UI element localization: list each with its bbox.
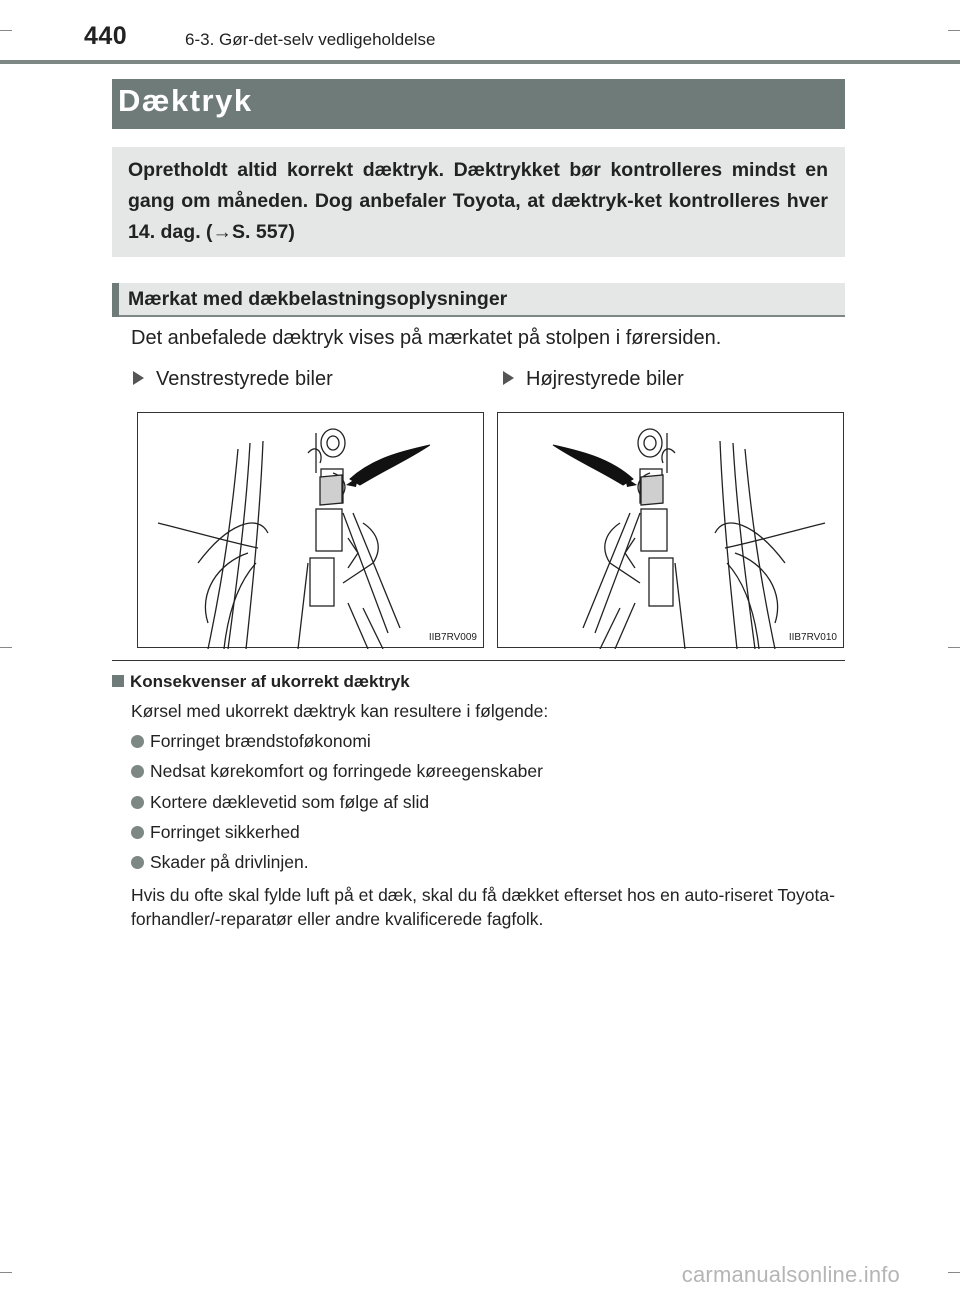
list-item <box>131 731 371 752</box>
right-drive-label <box>503 368 684 391</box>
list-item-text: Skader på drivlinjen. <box>150 852 309 872</box>
header-rule <box>0 60 960 64</box>
list-item-text: Forringet sikkerhed <box>150 822 300 842</box>
list-item-text: Forringet brændstoføkonomi <box>150 731 371 751</box>
intro-box <box>112 147 845 257</box>
crop-mark <box>948 1272 960 1273</box>
square-bullet-icon <box>112 675 124 687</box>
crop-mark <box>948 647 960 648</box>
pillar-label-drawing-icon <box>138 413 485 649</box>
figure-code: IIB7RV009 <box>428 632 477 643</box>
watermark: carmanualsonline.info <box>681 1262 900 1287</box>
intro-text: Opretholdt altid korrekt dæktryk. Dæktrykket bør kontrolleres mindst en gang om måneden. Dog anbefaler Toyota, at dæktryk-ket kontrolleres hver 14. dag. (→S. 557) <box>128 159 828 243</box>
list-item <box>131 761 543 782</box>
crop-mark <box>0 30 12 31</box>
left-drive-label-text: Venstrestyrede biler <box>156 368 333 390</box>
consequences-lead: Kørsel med ukorrekt dæktryk kan resultere i følgende: <box>131 701 549 721</box>
figure-code: IIB7RV010 <box>788 632 837 643</box>
section-title: Dæktryk <box>118 83 253 118</box>
list-item-text: Nedsat kørekomfort og forringede køreegenskaber <box>150 761 543 781</box>
left-drive-illustration <box>137 412 484 648</box>
crop-mark <box>0 647 12 648</box>
circle-bullet-icon <box>131 856 144 869</box>
list-item <box>131 852 309 873</box>
pillar-label-drawing-icon <box>498 413 845 649</box>
circle-bullet-icon <box>131 735 144 748</box>
list-item <box>131 792 429 813</box>
subsection-heading: Mærkat med dækbelastningsoplysninger <box>128 288 508 310</box>
triangle-bullet-icon <box>133 371 144 385</box>
consequences-heading-text: Konsekvenser af ukorrekt dæktryk <box>130 672 410 691</box>
closing-paragraph: Hvis du ofte skal fylde luft på et dæk, skal du få dækket efterset hos en auto-riseret Toyota-forhandler/-reparatør eller andre kvalificerede fagfolk. <box>131 885 835 929</box>
separator-rule <box>112 660 845 661</box>
label-description: Det anbefalede dæktryk vises på mærkatet på stolpen i førersiden. <box>131 327 722 349</box>
chapter-title: 6-3. Gør-det-selv vedligeholdelse <box>185 30 436 49</box>
crop-mark <box>0 1272 12 1273</box>
consequences-heading <box>112 672 410 692</box>
circle-bullet-icon <box>131 765 144 778</box>
crop-mark <box>948 30 960 31</box>
heading-accent <box>112 283 119 317</box>
list-item <box>131 822 300 843</box>
right-drive-illustration <box>497 412 844 648</box>
section-title-bar <box>112 79 845 129</box>
right-drive-label-text: Højrestyrede biler <box>526 368 684 390</box>
circle-bullet-icon <box>131 826 144 839</box>
left-drive-label <box>133 368 333 391</box>
triangle-bullet-icon <box>503 371 514 385</box>
list-item-text: Kortere dæklevetid som følge af slid <box>150 792 430 812</box>
circle-bullet-icon <box>131 796 144 809</box>
subsection-heading-bar <box>112 283 845 317</box>
page-number: 440 <box>84 22 128 50</box>
